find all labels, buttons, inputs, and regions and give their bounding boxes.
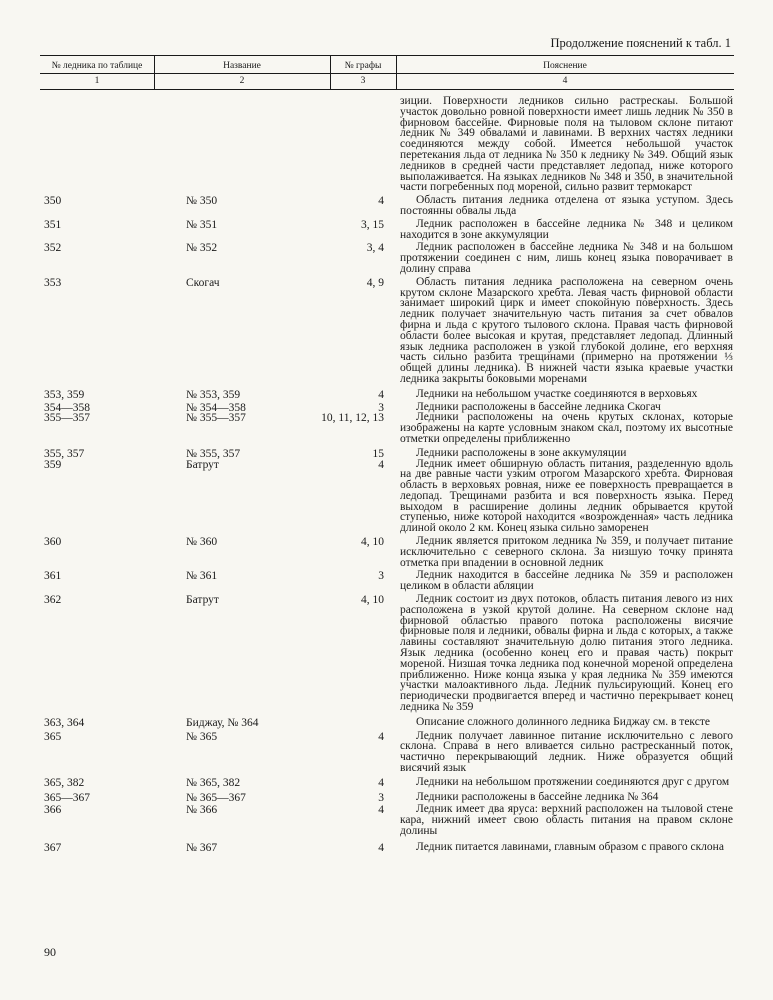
table-row xyxy=(0,570,773,592)
glacier-number: 365—367 xyxy=(44,791,90,804)
glacier-name: Батрут xyxy=(186,458,219,471)
glacier-number: 352 xyxy=(44,242,62,255)
table-row xyxy=(0,277,773,385)
graph-number: 3, 4 xyxy=(366,242,384,255)
header-bottom-rule xyxy=(40,89,734,90)
graph-number: 4, 10 xyxy=(361,536,384,549)
explanation-text: Ледник имеет обширную область питания, разделенную вдоль на две равные части узким отрогом Мазарского хребта. Фирновая область в верховьях ровная, ниже ее поверхность превращается в ледопад. Трещинами разбита и вся поверхность языка. Перед выходом в расширение долины ледник обрывается крутой ступенью, ниже которой находится «возрожденная» часть ледника длиной около 2 км. Конец языка сильно заморенен xyxy=(400,457,733,535)
header-mid-rule xyxy=(40,73,734,74)
table-row xyxy=(0,804,773,836)
explanation-text: Ледник питается лавинами, главным образом с правого склона xyxy=(416,840,724,853)
glacier-name: Биджау, № 364 xyxy=(186,716,259,729)
glacier-number: 367 xyxy=(44,841,62,854)
explanation-text: Ледник расположен в бассейне ледника № 348 и целиком находится в зоне аккумуляции xyxy=(400,217,733,241)
glacier-number: 351 xyxy=(44,218,62,231)
glacier-number: 365 xyxy=(44,730,62,743)
header-col-4-label: Пояснение xyxy=(543,61,587,71)
glacier-name: № 360 xyxy=(186,536,218,549)
glacier-name: № 351 xyxy=(186,218,218,231)
glacier-name: № 355—357 xyxy=(186,412,246,425)
glacier-name: № 366 xyxy=(186,804,218,817)
explanation-text: Ледник находится в бассейне ледника № 359 и расположен целиком в области абляции xyxy=(400,569,733,593)
table-row xyxy=(0,96,773,193)
explanation-text: Область питания ледника отделена от языка уступом. Здесь постоянны обвалы льда xyxy=(400,194,733,217)
glacier-name: № 355, 357 xyxy=(186,447,241,460)
glacier-name: № 365—367 xyxy=(186,791,246,804)
header-col-2-label: Название xyxy=(223,61,261,71)
glacier-number: 363, 364 xyxy=(44,716,85,729)
glacier-name: № 353, 359 xyxy=(186,388,241,401)
glacier-name: № 367 xyxy=(186,841,218,854)
explanation-text: Ледники расположены в бассейне ледника № 364 xyxy=(416,790,659,803)
explanation-text: Ледники расположены на очень крутых склонах, которые изображены на карте условным знаком скал, поэтому их высотные отметки определены приближенно xyxy=(400,411,733,445)
explanation-text: Ледники на небольшом участке соединяются в верховьях xyxy=(416,387,698,400)
graph-number: 4 xyxy=(378,804,384,817)
continuation-title: Продолжение пояснений к табл. 1 xyxy=(550,36,731,50)
table-row xyxy=(0,536,773,568)
explanation-text: Область питания ледника расположена на северном очень крутом склоне Мазарского хребта. Левая часть фирновой области занимает широкий цирк и имеет спокойную поверхность. Здесь ледник получает значительную часть питания за счет обвалов фирна и льда с крутого тылового склона. Правая часть фирновой области более высокая и крутая, представляет ледопад. Длинный язык ледника расположен в узкой глубокой долине, его верхняя часть сильно разбита трещинами (примерно на протяжении ⅓ общей длины ледника). В нижней части языка краевые участки ледника закрыты боковыми моренами xyxy=(400,275,733,385)
explanation-text: Ледники на небольшом протяжении соединяются друг с другом xyxy=(416,775,730,788)
graph-number: 4 xyxy=(378,458,384,471)
glacier-number: 350 xyxy=(44,195,62,208)
graph-number: 4 xyxy=(378,730,384,743)
table-row xyxy=(0,459,773,535)
glacier-number: 353 xyxy=(44,276,62,289)
glacier-name: № 354—358 xyxy=(186,401,246,414)
page-number: 90 xyxy=(44,945,56,959)
graph-number: 15 xyxy=(372,447,384,460)
glacier-number: 353, 359 xyxy=(44,388,85,401)
table-row xyxy=(0,792,773,803)
explanation-text: Ледник является притоком ледника № 359, и получает питание исключительно с северного склона. За низшую точку принята отметка при впадении в основной ледник xyxy=(400,535,733,569)
glacier-name: Батрут xyxy=(186,594,219,607)
header-col-2-number: 2 xyxy=(239,76,245,86)
table-row xyxy=(0,777,773,788)
graph-number: 3 xyxy=(378,791,384,804)
explanation-text: Ледники расположены в зоне аккумуляции xyxy=(416,446,627,459)
graph-number: 10, 11, 12, 13 xyxy=(321,412,384,425)
table-row xyxy=(0,842,773,853)
glacier-number: 362 xyxy=(44,594,62,607)
header-col-4-number: 4 xyxy=(562,76,568,86)
graph-number: 3 xyxy=(378,401,384,414)
table-row xyxy=(0,731,773,774)
glacier-number: 359 xyxy=(44,458,62,471)
graph-number: 4, 9 xyxy=(366,276,384,289)
glacier-number: 355, 357 xyxy=(44,447,85,460)
header-col-1-label: № ледника по таблице xyxy=(51,61,143,71)
explanation-text: зиции. Поверхности ледников сильно растрескаы. Большой участок довольно ровной поверхности имеет лишь ледник № 350 в фирновом бассейне. Фирновые поля на тыловом склоне питают ледник № 349 обвалами и лавинами. В верхних частях ледники соединяются между собой. Имеется небольшой участок перетекания льда от ледника № 350 к леднику № 349. Общий язык ледников в средней части представляет ледопад, ниже которого выполаживается. На языках ледников № 348 и 350, в значительной части погребенных под мореной, сильно развит термокарст xyxy=(400,95,733,194)
table-row xyxy=(0,594,773,713)
graph-number: 4, 10 xyxy=(361,594,384,607)
glacier-number: 361 xyxy=(44,570,62,583)
glacier-number: 365, 382 xyxy=(44,776,85,789)
glacier-name: № 365 xyxy=(186,730,218,743)
explanation-text: Ледник расположен в бассейне ледника № 348 и на большом протяжении соединен с ним, лишь конец языка поворачивает в долину справа xyxy=(400,241,733,275)
glacier-number: 360 xyxy=(44,536,62,549)
table-row xyxy=(0,219,773,241)
graph-number: 3, 15 xyxy=(361,218,384,231)
table-body xyxy=(0,96,773,853)
table-row xyxy=(0,717,773,728)
glacier-name: № 352 xyxy=(186,242,218,255)
glacier-number: 366 xyxy=(44,804,62,817)
explanation-text: Ледники расположены в бассейне ледника Скогач xyxy=(416,400,661,413)
table-row xyxy=(0,448,773,459)
graph-number: 4 xyxy=(378,195,384,208)
table-row xyxy=(0,242,773,274)
glacier-name: № 350 xyxy=(186,195,218,208)
header-col-1-number: 1 xyxy=(94,76,100,86)
glacier-number: 354—358 xyxy=(44,401,90,414)
explanation-text: Ледник имеет два яруса: верхний расположен на тыловой стене кара, нижний имеет свою область питания на правом склоне долины xyxy=(400,803,733,837)
header-col-3-label: № графы xyxy=(344,61,382,71)
table-row xyxy=(0,412,773,444)
table-row xyxy=(0,195,773,217)
explanation-text: Ледник состоит из двух потоков, область питания левого из них расположена в узкой крутой долине. На северном склоне над фирновой областью правого потока расположены висячие фирновые поля и ледники, обвалы фирна и льда с которых, а также лавины составляют значительную долю питания этого ледника. Язык ледника (особенно конец его и правая часть) покрыт мореной. Низшая точка ледника под конечной мореной определена приближенно. Ниже конца языка у края ледника № 359 имеются участки малоактивного льда. Ледник пульсирующий. Конец его периодически продвигается вперед и частично перекрывает конец ледника № 359 xyxy=(400,593,733,714)
glacier-name: № 361 xyxy=(186,570,218,583)
graph-number: 4 xyxy=(378,776,384,789)
explanation-text: Описание сложного долинного ледника Биджау см. в тексте xyxy=(416,715,710,728)
graph-number: 3 xyxy=(378,570,384,583)
table-top-rule xyxy=(40,55,734,56)
explanation-text: Ледник получает лавинное питание исключительно с левого склона. Справа в него вливается сильно растресканный поток, частично перекрывающий ледник. Ниже образуется общий висячий язык xyxy=(400,729,733,775)
table-row xyxy=(0,389,773,400)
header-col-3-number: 3 xyxy=(360,76,366,86)
graph-number: 4 xyxy=(378,841,384,854)
glacier-name: № 365, 382 xyxy=(186,776,241,789)
glacier-number: 355—357 xyxy=(44,412,90,425)
glacier-name: Скогач xyxy=(186,276,220,289)
graph-number: 4 xyxy=(378,388,384,401)
